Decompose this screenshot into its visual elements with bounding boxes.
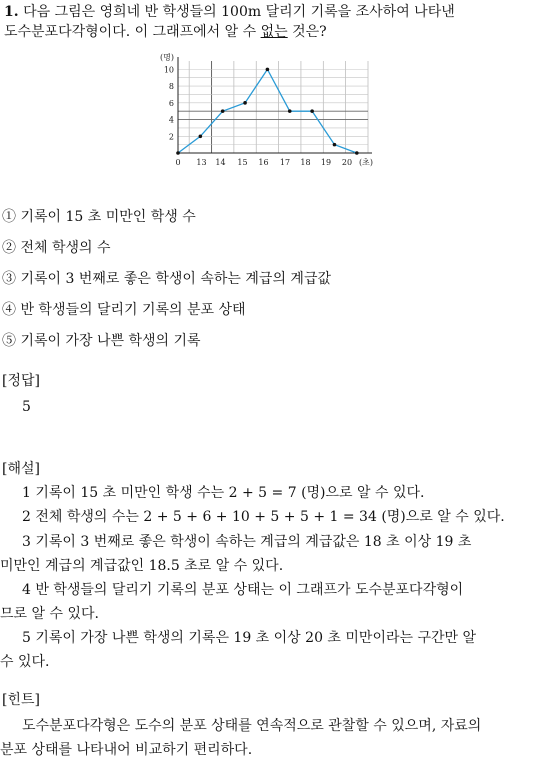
y-tick-label: 4: [168, 115, 174, 125]
y-tick-label: 8: [168, 82, 174, 92]
option-5: ⑤ 기록이 가장 나쁜 학생의 기록: [2, 333, 201, 349]
data-point: [243, 101, 247, 105]
data-point: [266, 68, 270, 72]
option-4: ④ 반 학생들의 달리기 기록의 분포 상태: [2, 302, 246, 318]
explanation-line-5b: 수 있다.: [0, 654, 50, 670]
hint-line-1: 도수분포다각형은 도수의 분포 상태를 연속적으로 관찰할 수 있으며, 자료의: [22, 718, 482, 734]
answer-value: 5: [22, 399, 31, 415]
x-tick-label: 19: [320, 158, 332, 167]
option-2: ② 전체 학생의 수: [2, 240, 111, 256]
data-point: [199, 134, 203, 138]
x-tick-label: 14: [215, 158, 226, 167]
option-1: ① 기록이 15 초 미만인 학생 수: [2, 209, 196, 225]
x-tick-label: 20: [341, 158, 353, 167]
x-tick-label: 17: [279, 158, 291, 167]
y-tick-label: 6: [168, 98, 174, 108]
x-tick-label: 15: [237, 158, 248, 167]
x-tick-label: 16: [258, 158, 269, 167]
explanation-line-2: 2 전체 학생의 수는 2 + 5 + 6 + 10 + 5 + 5 + 1 = 34 (명)으로 알 수 있다.: [22, 509, 505, 525]
data-point: [221, 109, 225, 113]
data-point: [333, 143, 337, 147]
x-tick-label: 13: [196, 158, 207, 167]
question-line-2: [4, 22, 327, 42]
question-line-1: [4, 2, 455, 22]
y-tick-label: 2: [168, 132, 174, 142]
y-axis-label: (명): [160, 53, 174, 62]
hint-line-2: 분포 상태를 나타내어 비교하기 편리하다.: [0, 742, 253, 758]
hint-header: [힌트]: [2, 692, 40, 708]
question-text-underlined: 없는: [260, 24, 288, 40]
answer-header: [정답]: [2, 373, 40, 389]
question-text-2-pre: 도수분포다각형이다. 이 그래프에서 알 수: [4, 24, 261, 40]
explanation-line-4a: 4 반 학생들의 달리기 기록의 분포 상태는 이 그래프가 도수분포다각형이: [22, 582, 464, 598]
y-tick-label: 10: [163, 65, 174, 75]
chart-grid: [178, 61, 368, 153]
chart-axes: [178, 57, 372, 153]
data-point: [355, 151, 359, 155]
explanation-line-4b: 므로 알 수 있다.: [0, 606, 99, 622]
x-tick-label: 0: [175, 158, 181, 167]
data-point: [288, 109, 292, 113]
x-axis-label: (초): [359, 158, 373, 167]
frequency-polygon-chart: [0, 50, 535, 170]
question-text-2-post: 것은?: [287, 24, 327, 40]
question-text-1: 다음 그림은 영희네 반 학생들의 100m 달리기 기록을 조사하여 나타낸: [23, 4, 455, 20]
option-3: ③ 기록이 3 번째로 좋은 학생이 속하는 계급의 계급값: [2, 271, 331, 287]
explanation-line-5a: 5 기록이 가장 나쁜 학생의 기록은 19 초 이상 20 초 미만이라는 구간만 알: [22, 630, 477, 646]
explanation-line-3a: 3 기록이 3 번째로 좋은 학생이 속하는 계급의 계급값은 18 초 이상 19 초: [22, 534, 472, 550]
x-tick-label: 18: [300, 158, 311, 167]
explanation-line-1: 1 기록이 15 초 미만인 학생 수는 2 + 5 = 7 (명)으로 알 수 있다.: [22, 485, 425, 501]
explanation-header: [해설]: [2, 461, 40, 477]
data-point: [176, 151, 180, 155]
question-number: 1.: [4, 4, 19, 20]
explanation-line-3b: 미만인 계급의 계급값인 18.5 초로 알 수 있다.: [0, 558, 284, 574]
data-point: [310, 109, 314, 113]
